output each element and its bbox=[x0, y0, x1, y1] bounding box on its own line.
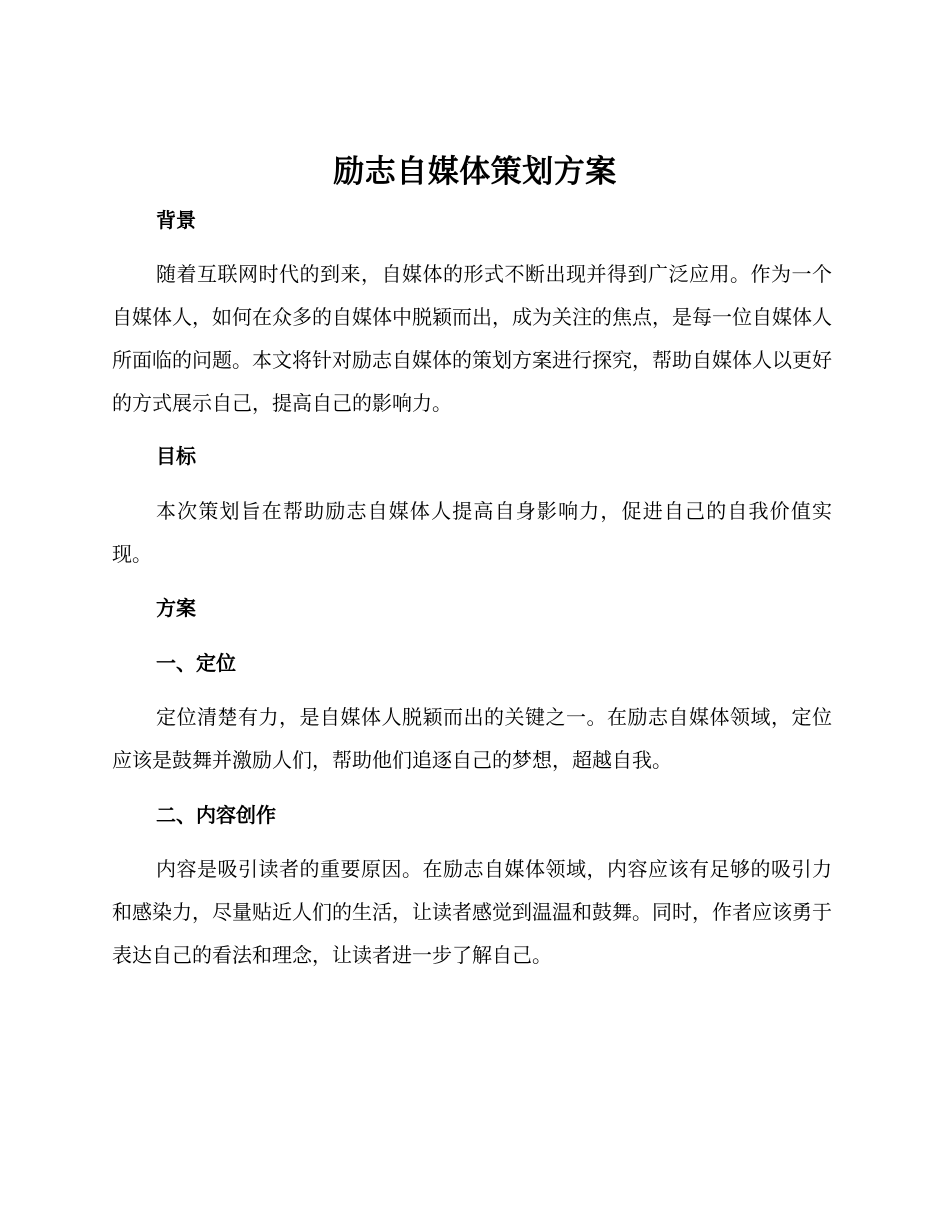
paragraph-background: 随着互联网时代的到来，自媒体的形式不断出现并得到广泛应用。作为一个自媒体人，如何在众多的自媒体中脱颖而出，成为关注的焦点，是每一位自媒体人所面临的问题。本文将针对励志自媒体的策划方案进行探究，帮助自媒体人以更好的方式展示自己，提高自己的影响力。 bbox=[112, 262, 832, 415]
section-heading-plan: 方案 bbox=[156, 596, 196, 620]
section-heading-goal: 目标 bbox=[156, 444, 196, 468]
paragraph-goal: 本次策划旨在帮助励志自媒体人提高自身影响力，促进自己的自我价值实现。 bbox=[112, 499, 832, 566]
subsection-heading-content-creation: 二、内容创作 bbox=[156, 803, 276, 827]
document-title: 励志自媒体策划方案 bbox=[333, 154, 617, 190]
paragraph-content-creation: 内容是吸引读者的重要原因。在励志自媒体领域，内容应该有足够的吸引力和感染力，尽量贴近人们的生活，让读者感觉到温温和鼓舞。同时，作者应该勇于表达自己的看法和理念，让读者进一步了解自己。 bbox=[112, 857, 832, 967]
subsection-heading-positioning: 一、定位 bbox=[156, 651, 236, 675]
section-heading-background: 背景 bbox=[156, 208, 196, 232]
paragraph-positioning: 定位清楚有力，是自媒体人脱颖而出的关键之一。在励志自媒体领域，定位应该是鼓舞并激励人们，帮助他们追逐自己的梦想，超越自我。 bbox=[112, 705, 832, 772]
